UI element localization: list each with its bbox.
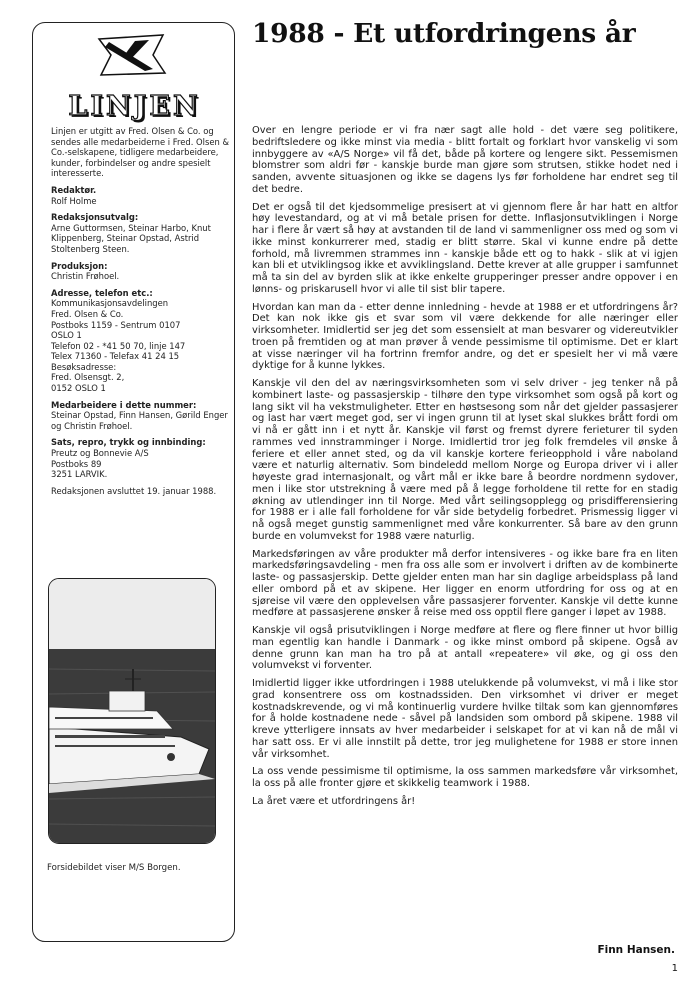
medarbeidere-names: Steinar Opstad, Finn Hansen, Gørild Enger og Christin Frøhoel. xyxy=(51,410,228,431)
page-number: 1 xyxy=(671,963,678,974)
flag-logo-icon xyxy=(95,33,167,77)
sats-block xyxy=(51,437,229,479)
adresse-line: Postboks 1159 - Sentrum 0107 xyxy=(51,319,181,330)
intro-text: Linjen er utgitt av Fred. Olsen & Co. og sendes alle medarbeiderne i Fred. Olsen & Co.-selskapene, tidligere medarbeidere, kunder, forbindelser og andre spesielt interesserte. xyxy=(51,126,229,179)
redaktor-heading: Redaktør. xyxy=(51,184,97,195)
article-paragraph: Kanskje vil den del av næringsvirksomheten som vi selv driver - jeg tenker nå på kombinert laste- og passasjerskip - tilhøre den type virksomhet som også på kort og lang sikt vil ha vekstmuligheter. Etter en høstsesong som når det gjelder passasjerer og last har vært meget god, ser vi ingen grunn til at lyset skal slukkes brått fordi om vi nå er gått inn i et nytt år. Kanskje vil først og fremst dyrere ferieturer til syden rammes ved innstramminger i Norge. Imidlertid tror jeg folk fremdeles vil ønske å feriere et eller annet sted, og da vil kanskje kortere ferieopphold i våre naboland være et naturlig alternativ. Som bindeledd mellom Norge og Europa driver vi i aller høyeste grad internasjonalt, og vårt mål er ikke bare å beordre nordmenn sydover, men i like stor utstrekning å være med på å legge forholdene til rette for en stadig økning av utlendinger inn til Norge. Med vårt seilingsopplegg og prisdifferensiering for 1988 er i alle fall forholdene for vår side betydelig forbedret. Prismessig ligger vi nå også meget gunstig sammenlignet med våre konkurrenter. Så bare av den grunn burde en volumvekst for 1988 være naturlig. xyxy=(252,378,678,542)
photo-caption: Forsidebildet viser M/S Borgen. xyxy=(47,863,181,873)
medarbeidere-block xyxy=(51,400,229,432)
redaksjonsutvalg-names: Arne Guttormsen, Steinar Harbo, Knut Klippenberg, Steinar Opstad, Astrid Stoltenberg Steen. xyxy=(51,222,211,254)
adresse-line: Fred. Olsen & Co. xyxy=(51,308,124,319)
medarbeidere-heading: Medarbeidere i dette nummer: xyxy=(51,399,197,410)
ferry-image-icon xyxy=(49,579,215,843)
article-title: 1988 - Et utfordringens år xyxy=(252,18,636,49)
redaksjonsutvalg-heading: Redaksjonsutvalg: xyxy=(51,212,139,223)
article-paragraph: Over en lengre periode er vi fra nær sagt alle hold - det være seg politikere, bedriftsledere og ikke minst via media - blitt fortalt og forklart hvor vanskelig vi som innbyggere av «A/S Norge» vil få det, både på kortere og lengere sikt. Pessemismen blomstrer som aldri før - kanskje burde man gjøre som strutsen, stikke hodet ned i sanden, avvente situasjonen og ikke se dagens lys før forholdene har endret seg til det bedre. xyxy=(252,125,678,195)
sats-line: Postboks 89 xyxy=(51,458,102,469)
adresse-line: OSLO 1 xyxy=(51,330,82,341)
adresse-line: Fred. Olsensgt. 2, xyxy=(51,372,125,383)
article-paragraph: La året være et utfordringens år! xyxy=(252,795,416,807)
adresse-block xyxy=(51,288,229,394)
linjen-logo xyxy=(33,29,234,139)
sats-heading: Sats, repro, trykk og innbinding: xyxy=(51,437,206,448)
masthead-panel xyxy=(32,22,235,942)
adresse-heading: Adresse, telefon etc.: xyxy=(51,287,153,298)
article-paragraph: Det er også til det kjedsommelige presisert at vi gjennom flere år har hatt en altfor høy levestandard, og at vi må betale prisen for dette. Inflasjonsutviklingen i Norge har i flere år vært så høy at avstanden til de land vi sammenligner oss med og som vi ikke minst konkurrerer med, stadig er blitt større. Skal vi kunne endre på dette forhold, må livremmen strammes inn - kanskje både ett og to hakk - slik at vi igjen kan bli et utviklingsog ikke et avviklingsland. Dette krever at alle grupper i samfunnet må ta sin del av byrden slik at ikke enkelte grupperinger presser andre oppover i en lønns- og priskarusell hvor vi alle til sist blir tapere. xyxy=(252,201,678,295)
adresse-line: Besøksadresse: xyxy=(51,361,117,372)
article-body xyxy=(252,125,678,814)
ferry-photo xyxy=(48,578,216,844)
adresse-line: 0152 OSLO 1 xyxy=(51,383,106,394)
article-paragraph: Kanskje vil også prisutviklingen i Norge medføre at flere og flere finner ut hvor billig man egentlig kan handle i Danmark - og ikke minst ombord på skipene. Også av denne grunn kan man ha tro på at antall «repeatere» vil øke, og gi oss den volumvekst vi forventer. xyxy=(252,625,678,672)
article-paragraph: Markedsføringen av våre produkter må derfor intensiveres - og ikke bare fra en liten markedsføringsavdeling - men fra oss alle som er involvert i driften av de kombinerte laste- og passasjerskip. Dette gjelder enten man har sin daglige arbeidsplass på land eller ombord på et av skipene. Her ligger en enorm utfordring for oss og at en sjøreise vil være den opplevelsen våre passasjerer forventer. Kanskje vil dette kunne medføre at passasjerene ønsker å reise med oss opptil flere ganger i løpet av 1988. xyxy=(252,548,678,619)
author-signature: Finn Hansen. xyxy=(597,944,675,956)
redaksjonsutvalg-block xyxy=(51,212,229,254)
sats-line: 3251 LARVIK. xyxy=(51,469,108,480)
redaktor-name: Rolf Holme xyxy=(51,195,97,206)
article-paragraph: Hvordan kan man da - etter denne innledning - hevde at 1988 er et utfordringens år? Det kan nok ikke gis et svar som vil være dekkende for alle næringer eller virksomheter. Imidlertid ser jeg det som essensielt at man besvarer og videreutvikler troen på fremtiden og at man prøver å vende pessimisme til optimisme. Det er klart at visse næringer vil ha fortrinn fremfor andre, og det er spesielt her vi må være dyktige for å kunne lykkes. xyxy=(252,301,678,372)
article-paragraph: Imidlertid ligger ikke utfordringen i 1988 utelukkende på volumvekst, vi må i like stor grad konsentrere oss om kostnadssiden. Den virksomhet vi driver er meget kostnadskrevende, og vi må kontinuerlig vurdere hvilke tiltak som kan gjennomføres for å holde kostnadene nede - såvel på landsiden som ombord på skipene. 1988 vil kreve ytterligere innsats av hver medarbeider i selskapet for at vi kan nå de mål vi har satt oss. Er vi alle innstilt på dette, tror jeg mulighetene for 1988 er store innen vår virksomhet. xyxy=(252,678,678,760)
masthead-info xyxy=(51,126,229,502)
produksjon-heading: Produksjon: xyxy=(51,260,108,271)
avsluttet-note: Redaksjonen avsluttet 19. januar 1988. xyxy=(51,485,217,496)
produksjon-name: Christin Frøhoel. xyxy=(51,271,120,282)
logo-wordmark: LINJEN xyxy=(68,91,201,122)
article-paragraph: La oss vende pessimisme til optimisme, la oss sammen markedsføre vår virksomhet, la oss på alle fronter gjøre et skikkelig teamwork i 1988. xyxy=(252,766,678,789)
adresse-line: Kommunikasjonsavdelingen xyxy=(51,298,169,309)
produksjon-block xyxy=(51,261,229,282)
adresse-line: Telex 71360 - Telefax 41 24 15 xyxy=(51,351,180,362)
adresse-line: Telefon 02 - *41 50 70, linje 147 xyxy=(51,340,186,351)
redaktor-block xyxy=(51,185,229,206)
sats-line: Preutz og Bonnevie A/S xyxy=(51,448,149,459)
